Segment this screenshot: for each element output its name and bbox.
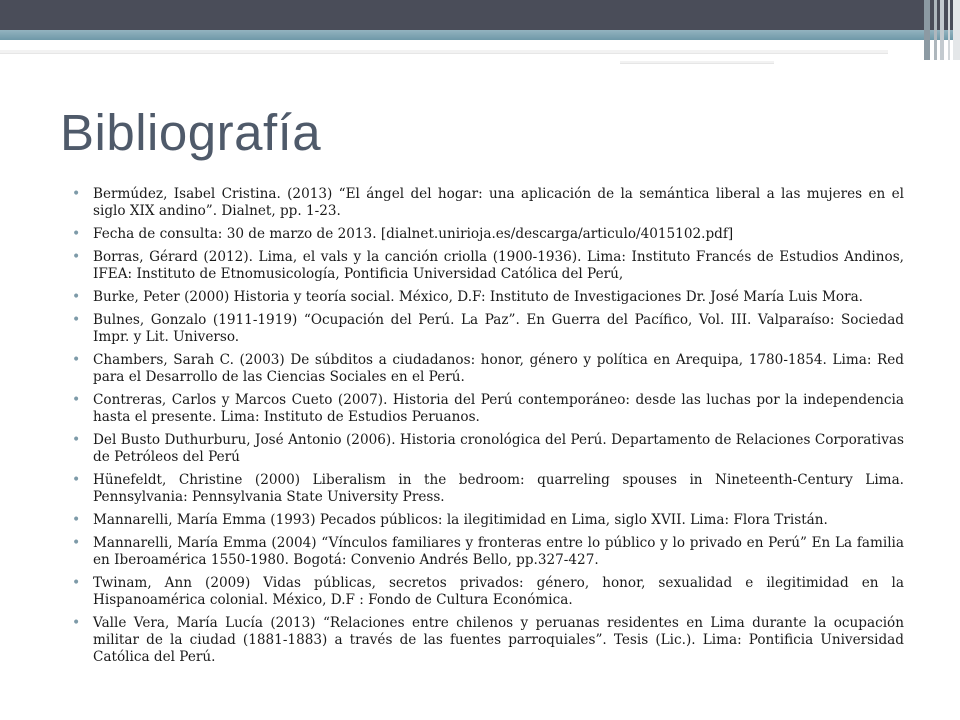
- bullet-icon: •: [72, 186, 81, 202]
- bullet-icon: •: [72, 432, 81, 448]
- bullet-icon: •: [72, 352, 81, 368]
- header-bar: [0, 0, 960, 30]
- decorative-vertical-bars: [924, 0, 960, 60]
- reference-item: [68, 615, 904, 666]
- bullet-icon: •: [72, 472, 81, 488]
- bullet-icon: •: [72, 289, 81, 305]
- reference-item: [68, 432, 904, 466]
- reference-text: Mannarelli, María Emma (1993) Pecados públicos: la ilegitimidad en Lima, siglo XVII. Lima: Flora Tristán.: [93, 512, 828, 528]
- bullet-icon: •: [72, 535, 81, 551]
- reference-text: Hünefeldt, Christine (2000) Liberalism in the bedroom: quarreling spouses in Nineteenth-Century Lima. Pennsylvania: Pennsylvania State University Press.: [93, 472, 904, 505]
- reference-item: [68, 575, 904, 609]
- reference-item: [68, 226, 904, 243]
- reference-text: Chambers, Sarah C. (2003) De súbditos a ciudadanos: honor, género y política en Arequipa, 1780-1854. Lima: Red para el Desarrollo de las Ciencias Sociales en el Perú.: [93, 352, 904, 385]
- reference-item: [68, 392, 904, 426]
- reference-text: Valle Vera, María Lucía (2013) “Relaciones entre chilenos y peruanas residentes en Lima durante la ocupación militar de la ciudad (1881-1883) a través de las fuentes parroquiales”. Tesis (Lic.). Lima: Pontificia Universidad Católica del Perú.: [93, 615, 904, 665]
- slide-title: Bibliografía: [60, 104, 322, 161]
- reference-item: [68, 249, 904, 283]
- reference-text: Twinam, Ann (2009) Vidas públicas, secretos privados: género, honor, sexualidad e ilegitimidad en la Hispanoamérica colonial. México, D.F : Fondo de Cultura Económica.: [93, 575, 904, 608]
- reference-item: [68, 535, 904, 569]
- bullet-icon: •: [72, 249, 81, 265]
- reference-text: Borras, Gérard (2012). Lima, el vals y la canción criolla (1900-1936). Lima: Instituto Francés de Estudios Andinos, IFEA: Instituto de Etnomusicología, Pontificia Universidad Católica del Perú,: [93, 249, 904, 282]
- reference-text: Bulnes, Gonzalo (1911-1919) “Ocupación del Perú. La Paz”. En Guerra del Pacífico, Vol. III. Valparaíso: Sociedad Impr. y Lit. Universo.: [93, 312, 904, 345]
- reference-item: [68, 352, 904, 386]
- reference-text: Fecha de consulta: 30 de marzo de 2013. [dialnet.unirioja.es/descarga/articulo/4015102.pdf]: [93, 226, 734, 242]
- reference-text: Burke, Peter (2000) Historia y teoría social. México, D.F: Instituto de Investigaciones Dr. José María Luis Mora.: [93, 289, 863, 305]
- bullet-icon: •: [72, 512, 81, 528]
- reference-item: [68, 289, 904, 306]
- decorative-line: [0, 50, 888, 53]
- reference-item: [68, 186, 904, 220]
- reference-item: [68, 312, 904, 346]
- reference-list: [68, 186, 904, 672]
- reference-text: Del Busto Duthurburu, José Antonio (2006). Historia cronológica del Perú. Departamento de Relaciones Corporativas de Petróleos del Perú: [93, 432, 904, 465]
- decorative-line-short: [620, 61, 774, 63]
- accent-strip: [0, 30, 960, 40]
- bullet-icon: •: [72, 392, 81, 408]
- reference-item: [68, 512, 904, 529]
- reference-text: Contreras, Carlos y Marcos Cueto (2007). Historia del Perú contemporáneo: desde las luchas por la independencia hasta el presente. Lima: Instituto de Estudios Peruanos.: [93, 392, 904, 425]
- reference-item: [68, 472, 904, 506]
- bullet-icon: •: [72, 226, 81, 242]
- reference-text: Mannarelli, María Emma (2004) “Vínculos familiares y fronteras entre lo público y lo privado en Perú” En La familia en Iberoamérica 1550-1980. Bogotá: Convenio Andrés Bello, pp.327-427.: [93, 535, 904, 568]
- bullet-icon: •: [72, 312, 81, 328]
- reference-text: Bermúdez, Isabel Cristina. (2013) “El ángel del hogar: una aplicación de la semántica liberal a las mujeres en el siglo XIX andino”. Dialnet, pp. 1-23.: [93, 186, 904, 219]
- bullet-icon: •: [72, 575, 81, 591]
- bullet-icon: •: [72, 615, 81, 631]
